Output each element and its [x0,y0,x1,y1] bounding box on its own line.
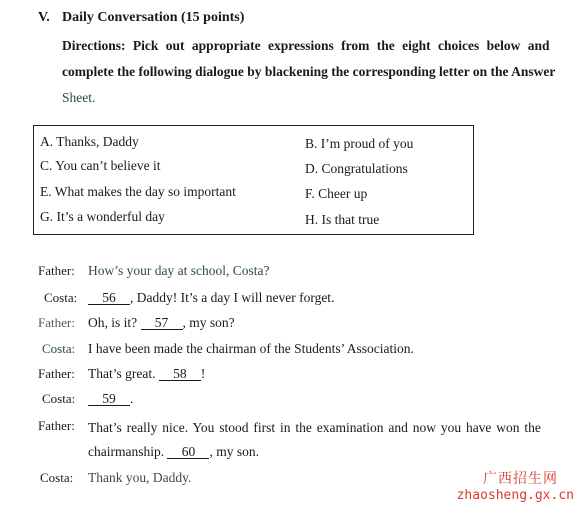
answer-blank-56[interactable]: 56 [88,291,130,305]
dialogue-line: How’s your day at school, Costa? [88,263,270,278]
choice-c: C. You can’t believe it [40,158,161,173]
choice-h: H. Is that true [305,212,380,227]
directions-text-1: Pick out appropriate expressions from the eight choices below and [132,38,550,53]
dialogue-line: Thank you, Daddy. [88,470,192,485]
speaker-label: Costa: [40,470,74,485]
choice-g: G. It’s a wonderful day [40,209,165,224]
answer-blank-60[interactable]: 60 [167,445,209,459]
directions-line-3: Sheet. [62,90,96,105]
speaker-label: Father: [38,315,75,330]
directions-line-1 [62,38,550,54]
dialogue-line: That’s really nice. You stood first in the examination and now you have won the [88,420,541,435]
directions-line-2: complete the following dialogue by blackening the corresponding letter on the Answer [62,64,556,79]
dialogue-line: 56 , Daddy! It’s a day I will never forget. [88,290,334,306]
dialogue-line: 59 . [88,391,133,407]
dialogue-line: That’s great. 58 ! [88,366,206,381]
speaker-label: Father: [38,418,75,433]
answer-blank-57[interactable]: 57 [141,316,183,330]
choice-f: F. Cheer up [305,186,368,201]
speaker-label: Costa: [42,391,76,406]
choice-d: D. Congratulations [305,161,408,176]
section-title: Daily Conversation (15 points) [62,10,245,25]
choice-a: A. Thanks, Daddy [40,134,139,149]
answer-blank-59[interactable]: 59 [88,392,130,406]
speaker-label: Father: [38,263,75,278]
directions-label: Directions : [62,38,126,53]
watermark-site-name: 广西招生网 [483,471,558,487]
watermark-site-url: zhaosheng.gx.cn [456,488,574,503]
speaker-label: Costa: [42,341,76,356]
choice-b: B. I’m proud of you [305,136,414,151]
dialogue-line: Oh, is it? 57 , my son? [88,315,235,330]
speaker-label: Costa: [44,290,78,305]
choice-e: E. What makes the day so important [40,184,236,199]
speaker-label: Father: [38,366,75,381]
dialogue-line-continued: chairmanship. 60 , my son. [88,444,259,459]
answer-blank-58[interactable]: 58 [159,367,201,381]
dialogue-line: I have been made the chairman of the Students’ Association. [88,341,414,356]
section-number: V. [38,10,50,25]
